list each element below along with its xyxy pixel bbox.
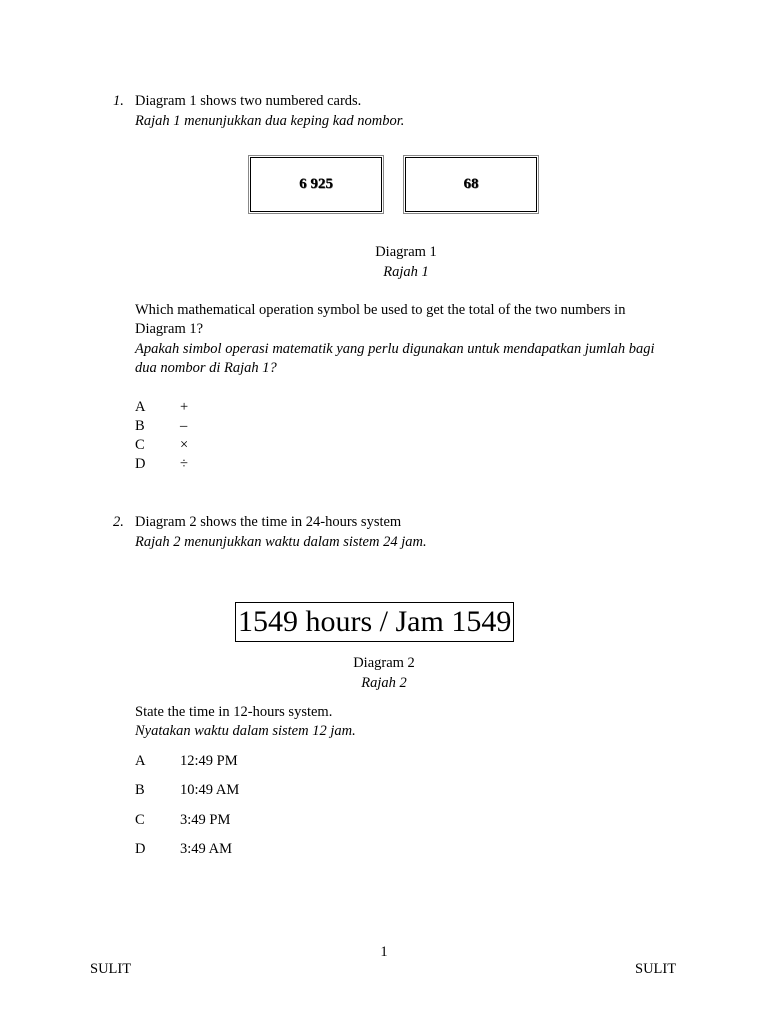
footer-left-label: SULIT [90,961,132,977]
option-plus-symbol[interactable]: + [180,399,189,415]
question-2-stem-ms: Rajah 2 menunjukkan waktu dalam sistem 24 jam. [135,534,427,550]
option-letter: B [135,418,145,434]
option-multiply-symbol[interactable]: × [180,437,189,453]
option-letter: A [135,753,146,769]
question-2-number: 2. [113,514,124,530]
option-text[interactable]: 10:49 AM [180,782,240,798]
option-text[interactable]: 3:49 PM [180,812,231,828]
diagram-1-caption-ms: Rajah 1 [383,264,429,280]
option-text[interactable]: 12:49 PM [180,753,238,769]
diagram-2-caption-ms: Rajah 2 [361,675,407,691]
option-minus-symbol[interactable]: – [180,418,188,434]
option-letter: D [135,841,146,857]
question-1-stem-ms: Rajah 1 menunjukkan dua keping kad nombor. [135,113,405,129]
number-card-2: 68 [405,157,537,212]
option-letter: C [135,437,145,453]
option-letter: C [135,812,145,828]
question-2-stem-en: Diagram 2 shows the time in 24-hours system [135,514,402,530]
question-1-text-en-line1: Which mathematical operation symbol be used to get the total of the two numbers in [135,302,626,318]
diagram-2-caption-en: Diagram 2 [353,655,415,671]
option-letter: D [135,456,146,472]
time-display-box: 1549 hours / Jam 1549 [235,602,514,642]
number-card-1: 6 925 [250,157,382,212]
question-1-stem-en: Diagram 1 shows two numbered cards. [135,93,362,109]
question-2-text-ms: Nyatakan waktu dalam sistem 12 jam. [135,723,356,739]
footer-right-label: SULIT [635,961,677,977]
option-divide-symbol[interactable]: ÷ [180,456,188,472]
question-2-text-en: State the time in 12-hours system. [135,704,333,720]
option-text[interactable]: 3:49 AM [180,841,232,857]
option-letter: A [135,399,146,415]
page-number: 1 [380,944,388,960]
question-1-text-en-line2: Diagram 1? [135,321,204,337]
question-1-text-ms-line2: dua nombor di Rajah 1? [135,360,277,376]
diagram-1-caption-en: Diagram 1 [375,244,437,260]
option-letter: B [135,782,145,798]
question-1-text-ms-line1: Apakah simbol operasi matematik yang perlu digunakan untuk mendapatkan jumlah bagi [135,341,655,357]
question-1-number: 1. [113,93,124,109]
